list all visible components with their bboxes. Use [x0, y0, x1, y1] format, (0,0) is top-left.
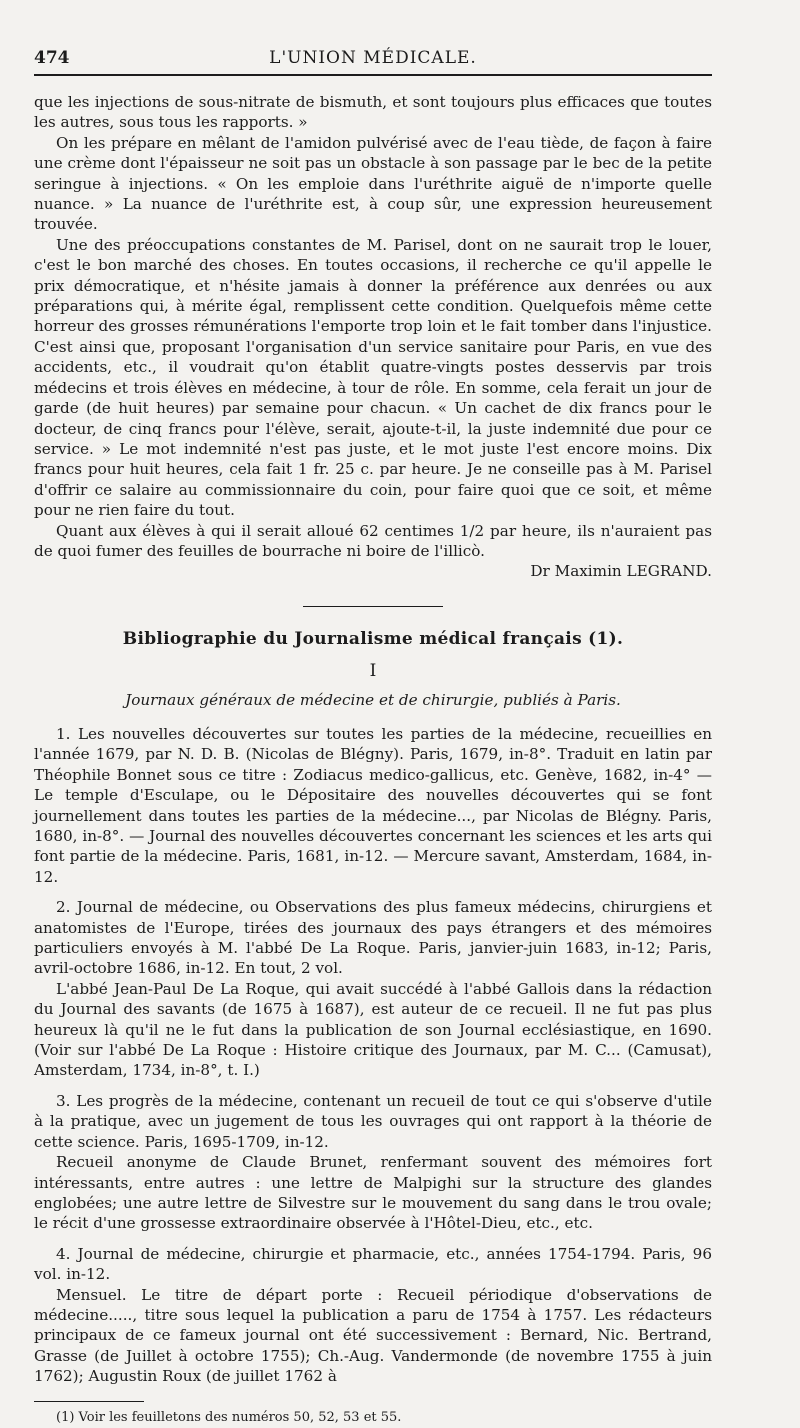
- section-separator: [303, 606, 443, 607]
- entry-text: 3. Les progrès de la médecine, contenant un recueil de tout ce qui s'observe d'utile à la pratique, avec un jugement de tous les ouvrages qui ont rapport à la théorie de cette science. Paris, 1695-1709, in-12.: [34, 1091, 712, 1151]
- bibliography-entry: [34, 897, 712, 1081]
- entry-commentary: Recueil anonyme de Claude Brunet, renfermant souvent des mémoires fort intéressants, entre autres : une lettre de Malpighi sur la structure des glandes englobées; une autre lettre de Silvestre sur le mouvement du sang dans le trou ovale; le récit d'une grossesse extraordinaire observée à l'Hôtel-Dieu, etc., etc.: [34, 1153, 712, 1233]
- paragraph: On les prépare en mêlant de l'amidon pulvérisé avec de l'eau tiède, de façon à faire une crème dont l'épaisseur ne soit pas un obstacle à son passage par le bec de la petite seringue à injections. « On les emploie dans l'uréthrite aiguë de n'importe quelle nuance. » La nuance de l'uréthrite est, à coup sûr, une expression heureusement trouvée.: [34, 133, 712, 234]
- author-signature: Dr Maximin LEGRAND.: [530, 562, 712, 581]
- part-number: I: [369, 661, 377, 682]
- section-title: Bibliographie du Journalisme médical français (1).: [122, 628, 624, 649]
- entry-text: 2. Journal de médecine, ou Observations des plus fameux médecins, chirurgiens et anatomistes de l'Europe, tirées des journaux des pays étrangers et des mémoires particuliers envoyés à M. l'abbé De La Roque. Paris, janvier-juin 1683, in-12; Paris, avril-octobre 1686, in-12. En tout, 2 vol.: [34, 898, 712, 978]
- journal-running-title: L'UNION MÉDICALE.: [269, 48, 477, 68]
- entry-text: 4. Journal de médecine, chirurgie et pharmacie, etc., années 1754-1794. Paris, 96 vol. in-12.: [34, 1244, 712, 1284]
- bibliography-entry: [34, 1091, 712, 1234]
- section-subtitle: Journaux généraux de médecine et de chirurgie, publiés à Paris.: [125, 690, 621, 709]
- entry-commentary: Mensuel. Le titre de départ porte : Recueil périodique d'observations de médecine....., titre sous lequel la publication a paru de 1754 à 1757. Les rédacteurs principaux de ce fameux journal ont été successivement : Bernard, Nic. Bertrand, Grasse (de Juillet à octobre 1755); Ch.-Aug. Vandermonde (de novembre 1755 à juin 1762); Augustin Roux (de juillet 1762 à: [34, 1285, 712, 1386]
- page-header: [34, 0, 712, 70]
- paragraph: Quant aux élèves à qui il serait alloué 62 centimes 1/2 par heure, ils n'auraient pas de quoi fumer des feuilles de bourrache ni boire de l'illicò.: [34, 521, 712, 560]
- paragraph: que les injections de sous-nitrate de bismuth, et sont toujours plus efficaces que toutes les autres, sous tous les rapports. »: [34, 93, 712, 132]
- entry-text: 1. Les nouvelles découvertes sur toutes les parties de la médecine, recueillies en l'année 1679, par N. D. B. (Nicolas de Blégny). Paris, 1679, in-8°. Traduit en latin par Théophile Bonnet sous ce titre : Zodiacus medico-gallicus, etc. Genève, 1682, in-4° — Le temple d'Esculape, ou le Dépositaire des nouvelles découvertes qui se font journellement dans toutes les parties de la médecine..., par Nicolas de Blégny. Paris, 1680, in-8°. — Journal des nouvelles découvertes concernant les sciences et les arts qui font partie de la médecine. Paris, 1681, in-12. — Mercure savant, Amsterdam, 1684, in-12.: [34, 724, 712, 886]
- bibliography-entry: [34, 724, 712, 887]
- footnote: (1) Voir les feuilletons des numéros 50, 52, 53 et 55.: [56, 1409, 402, 1425]
- header-rule: [34, 74, 712, 76]
- page-body: [34, 92, 712, 1428]
- footnote-rule: [34, 1401, 144, 1402]
- entry-commentary: L'abbé Jean-Paul De La Roque, qui avait succédé à l'abbé Gallois dans la rédaction du Journal des savants (de 1675 à 1687), est auteur de ce recueil. Il ne fut pas plus heureux là qu'il ne le fut dans la publication de son Journal ecclésiastique, en 1690. (Voir sur l'abbé De La Roque : Histoire critique des Journaux, par M. C... (Camusat), Amsterdam, 1734, in-8°, t. I.): [34, 979, 712, 1080]
- bibliography-entry: [34, 1244, 712, 1387]
- page-number: 474: [34, 48, 70, 68]
- paragraph: Une des préoccupations constantes de M. Parisel, dont on ne saurait trop le louer, c'est le bon marché des choses. En toutes occasions, il recherche ce qu'il appelle le prix démocratique, et n'hésite jamais à donner la préférence aux denrées ou aux préparations qui, à mérite égal, remplissent cette condition. Quelquefois même cette horreur des grosses rémunérations l'emporte trop loin et le fait tomber dans l'injustice. C'est ainsi que, proposant l'organisation d'un service sanitaire pour Paris, en vue des accidents, etc., il voudrait qu'on établit quatre-vingts postes desservis par trois médecins et trois élèves en médecine, à tour de rôle. En somme, cela ferait un jour de garde (de huit heures) par semaine pour chacun. « Un cachet de dix francs pour le docteur, de cinq francs pour l'élève, serait, ajoute-t-il, la juste indemnité due pour ce service. » Le mot indemnité n'est pas juste, et le mot juste l'est encore moins. Dix francs pour huit heures, cela fait 1 fr. 25 c. par heure. Je ne conseille pas à M. Parisel d'offrir ce salaire au commissionnaire du coin, pour faire quoi que ce soit, et même pour ne rien faire du tout.: [34, 235, 712, 520]
